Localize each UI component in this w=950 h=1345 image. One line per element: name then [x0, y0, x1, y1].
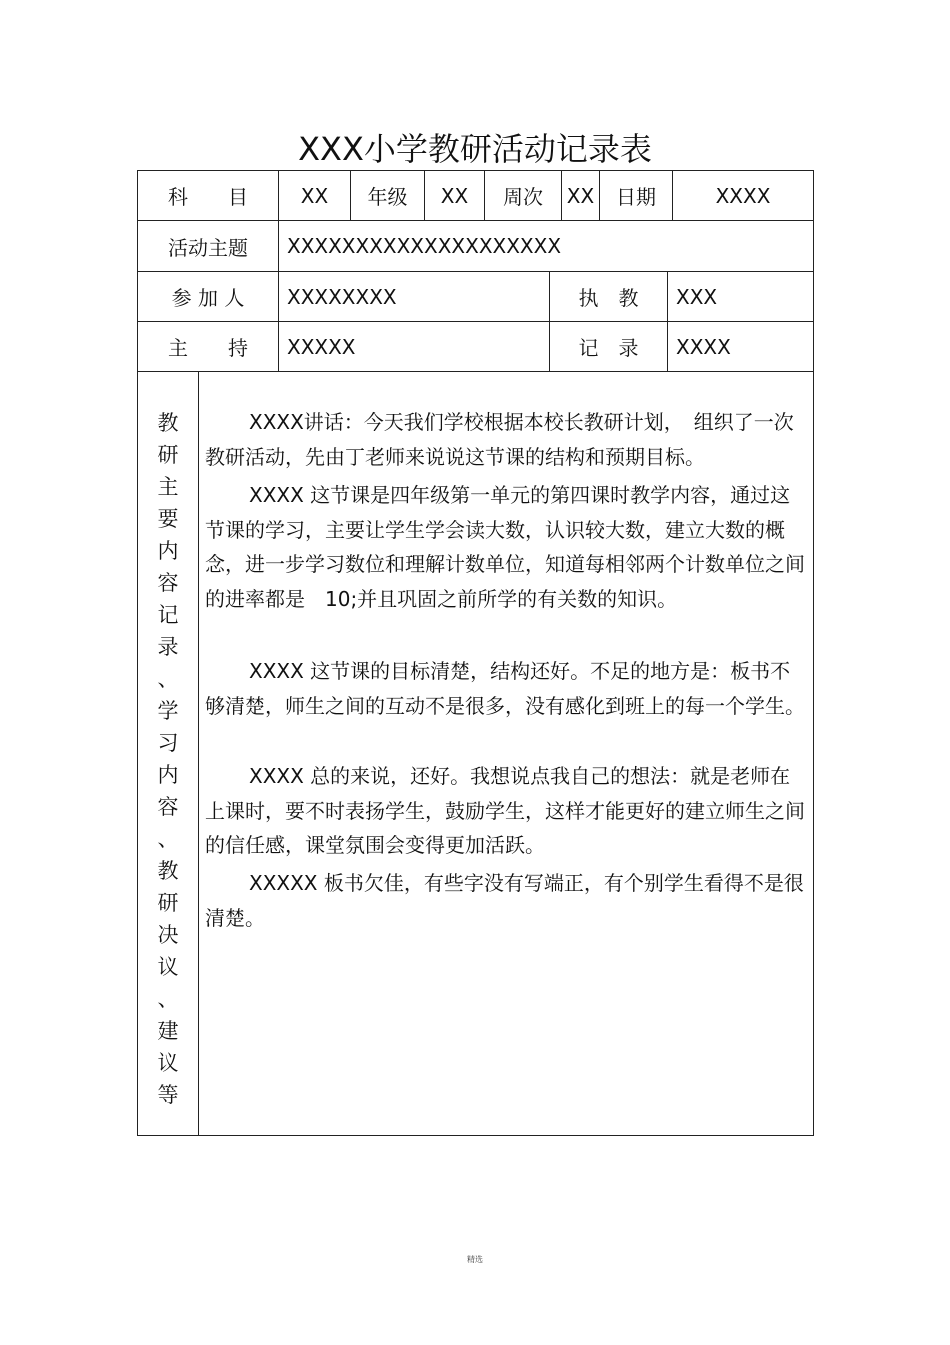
recorder-label: 记 录	[549, 321, 668, 372]
theme-label: 活动主题	[137, 220, 279, 272]
side-label-char: 议	[157, 955, 179, 979]
date-value: XXXX	[672, 170, 814, 221]
subject-label: 科 目	[137, 170, 279, 221]
side-label-char: 主	[157, 475, 179, 499]
teacher-label: 执 教	[549, 271, 668, 322]
content-paragraph-5: XXXXX 板书欠佳，有些字没有写端正，有个别学生看得不是很清楚。	[205, 871, 804, 930]
recorder-value: XXXX	[667, 321, 814, 372]
side-label-char: 研	[157, 891, 179, 915]
content-paragraph-3: XXXX 这节课的目标清楚，结构还好。不足的地方是：板书不够清楚，师生之间的互动不是很多，没有感化到班上的每一个学生。	[205, 659, 805, 718]
grade-label: 年级	[350, 170, 425, 221]
date-label: 日期	[599, 170, 673, 221]
content-paragraph-2: XXXX 这节课是四年级第一单元的第四课时教学内容，通过这节课的学习，主要让学生学会读大数，认识较大数，建立大数的概念，进一步学习数位和理解计数单位，知道每相邻两个计数单位之间的进率都是 10;并且巩固之前所学的有关数的知识。	[205, 483, 805, 611]
side-label-char: 要	[157, 507, 179, 531]
side-label-char: 记	[157, 603, 179, 627]
side-label-char: 议	[157, 1051, 179, 1075]
side-label-char: 建	[157, 1019, 179, 1043]
side-label-char: 学	[157, 699, 179, 723]
side-label-char: 教	[157, 859, 179, 883]
side-label-char: 教	[157, 411, 179, 435]
side-label-char: 容	[157, 795, 179, 819]
page-title: XXX小学教研活动记录表	[298, 130, 652, 168]
side-label-char: 内	[157, 539, 179, 563]
content-side-label	[137, 371, 199, 1136]
side-label-char: 、	[157, 667, 179, 691]
participants-value: XXXXXXXX	[278, 271, 550, 322]
week-label: 周次	[484, 170, 562, 221]
side-label-char: 习	[157, 731, 179, 755]
footer-mark: 精选	[467, 1255, 483, 1264]
host-label: 主 持	[137, 321, 279, 372]
content-paragraph-1: XXXX讲话：今天我们学校根据本校长教研计划， 组织了一次教研活动，先由丁老师来说说这节课的结构和预期目标。	[205, 410, 794, 469]
teacher-value: XXX	[667, 271, 814, 322]
participants-label: 参 加 人	[137, 271, 279, 322]
host-value: XXXXX	[278, 321, 550, 372]
side-label-char: 内	[157, 763, 179, 787]
side-label-char: 决	[157, 923, 179, 947]
side-label-char: 、	[157, 827, 179, 851]
side-label-char: 研	[157, 443, 179, 467]
week-value: XX	[561, 170, 600, 221]
side-label-char: 、	[157, 987, 179, 1011]
side-label-char: 等	[157, 1083, 179, 1107]
grade-value: XX	[424, 170, 485, 221]
side-label-char: 容	[157, 571, 179, 595]
content-paragraph-4: XXXX 总的来说，还好。我想说点我自己的想法：就是老师在上课时，要不时表扬学生，鼓励学生，这样才能更好的建立师生之间的信任感，课堂氛围会变得更加活跃。	[205, 764, 805, 857]
side-label-char: 录	[157, 635, 179, 659]
theme-value: XXXXXXXXXXXXXXXXXXXX	[278, 220, 814, 272]
subject-value: XX	[278, 170, 351, 221]
